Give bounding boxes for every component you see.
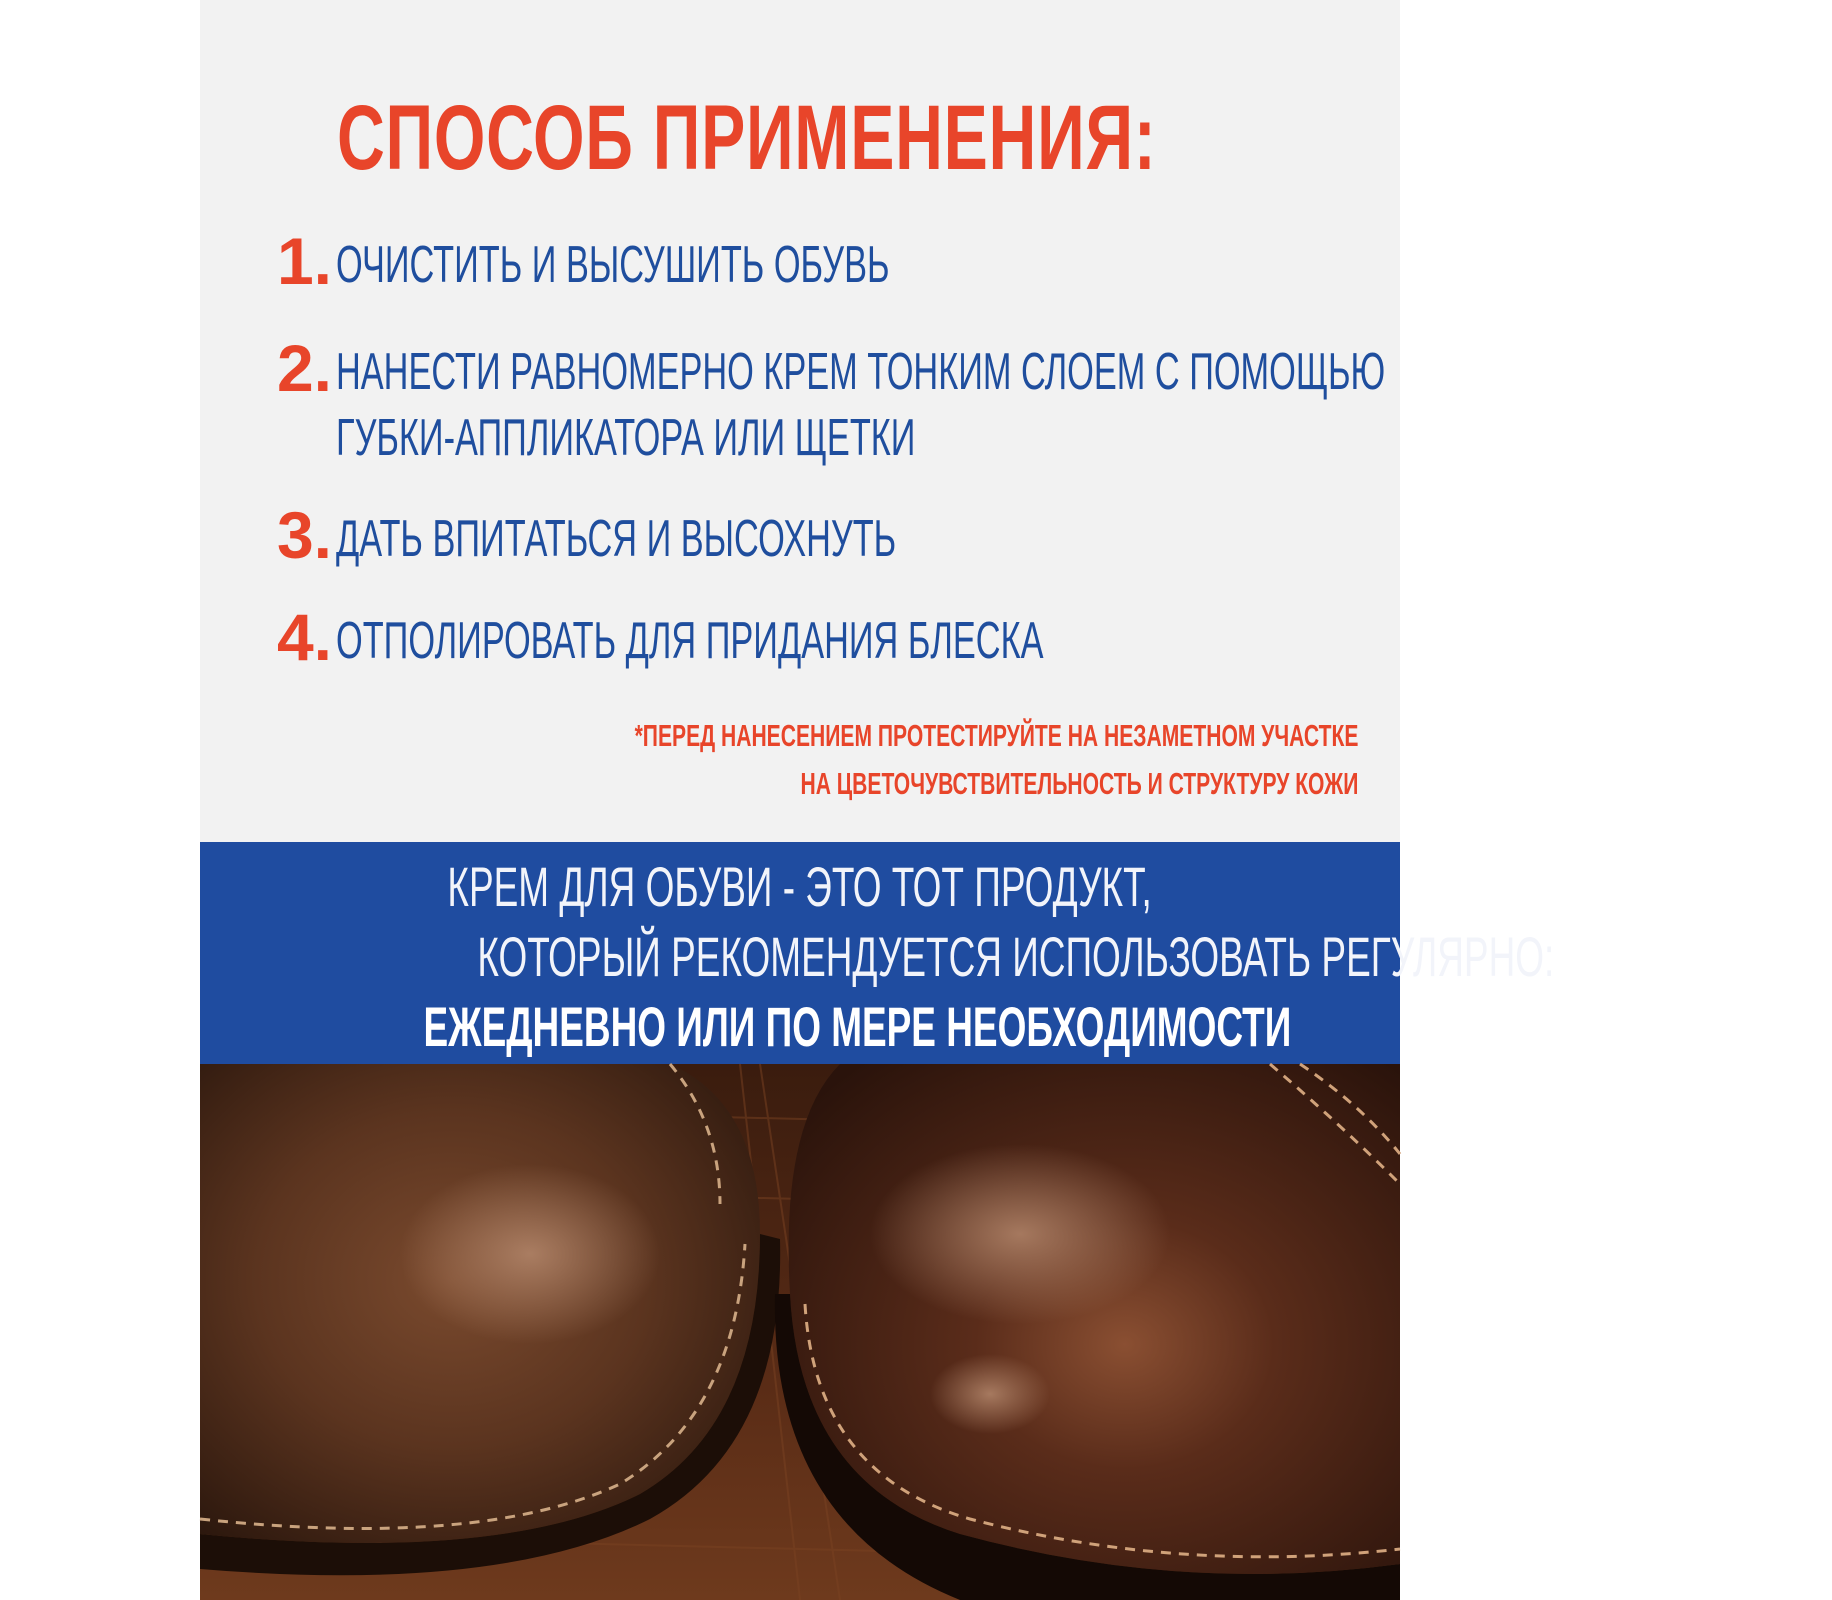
test-note bbox=[294, 712, 1358, 808]
banner-line-2: КОТОРЫЙ РЕКОМЕНДУЕТСЯ ИСПОЛЬЗОВАТЬ РЕГУЛЯРНО: bbox=[477, 925, 1555, 988]
step-text-continued: ГУБКИ-АППЛИКАТОРА ИЛИ ЩЕТКИ bbox=[336, 409, 916, 467]
instruction-card bbox=[200, 0, 1555, 1600]
step-number: 4. bbox=[276, 600, 332, 674]
leather-shoes-photo bbox=[200, 1064, 1400, 1600]
step-number: 2. bbox=[276, 331, 332, 405]
usage-banner bbox=[200, 842, 1555, 1064]
note-line-2: НА ЦВЕТОЧУВСТВИТЕЛЬНОСТЬ И СТРУКТУРУ КОЖИ bbox=[800, 766, 1358, 801]
step-text: ДАТЬ ВПИТАТЬСЯ И ВЫСОХНУТЬ bbox=[336, 510, 897, 568]
step-number: 1. bbox=[276, 224, 332, 298]
step-text: ОТПОЛИРОВАТЬ ДЛЯ ПРИДАНИЯ БЛЕСКА bbox=[336, 612, 1044, 670]
page-title: СПОСОБ ПРИМЕНЕНИЯ: bbox=[337, 87, 1157, 189]
banner-line-3: ЕЖЕДНЕВНО ИЛИ ПО МЕРЕ НЕОБХОДИМОСТИ bbox=[423, 995, 1292, 1058]
note-line-1: *ПЕРЕД НАНЕСЕНИЕМ ПРОТЕСТИРУЙТЕ НА НЕЗАМЕТНОМ УЧАСТКЕ bbox=[634, 718, 1358, 753]
banner-line-1: КРЕМ ДЛЯ ОБУВИ - ЭТО ТОТ ПРОДУКТ, bbox=[447, 855, 1153, 918]
step-text: НАНЕСТИ РАВНОМЕРНО КРЕМ ТОНКИМ СЛОЕМ С ПОМОЩЬЮ bbox=[336, 343, 1386, 401]
step-number: 3. bbox=[276, 498, 332, 572]
step-text: ОЧИСТИТЬ И ВЫСУШИТЬ ОБУВЬ bbox=[336, 236, 890, 294]
